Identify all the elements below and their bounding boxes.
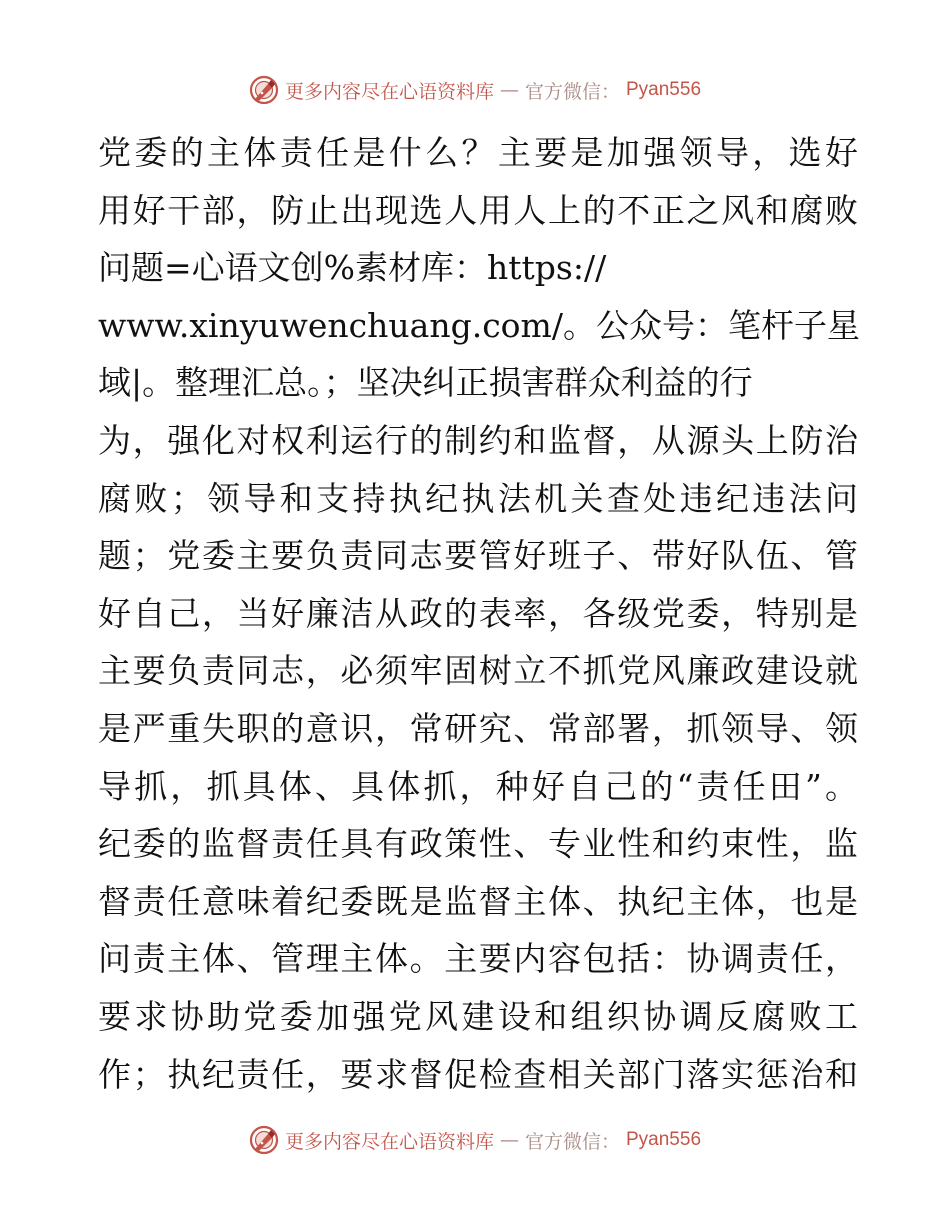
pen-nib-logo-icon [249,75,279,105]
banner-wechat-id: Pyan556 [626,1129,702,1150]
banner-official-label: 官方微信： [524,1130,620,1153]
text-line: 主要负责同志，必须牢固树立不抓党风廉政建设就 [98,651,858,691]
document-body [98,124,858,1103]
banner-brand-text: 更多内容尽在心语资料库 [284,1130,494,1153]
text-line: 作；执纪责任，要求督促检查相关部门落实惩治和 [98,1054,858,1094]
header-banner [0,68,950,112]
footer-banner [0,1118,950,1162]
footer-banner-content [249,1125,701,1155]
text-line: 好自己，当好廉洁从政的表率，各级党委，特别是 [98,593,858,633]
text-line: 问责主体、管理主体。主要内容包括：协调责任， [98,939,858,979]
text-line: www.xinyuwenchuang.com/。公众号：笔杆子星 [98,305,860,345]
text-line: 党委的主体责任是什么？主要是加强领导，选好 [98,133,858,172]
text-line: 导抓，抓具体、具体抓，种好自己的“责任田”。 [98,766,858,806]
text-line: 要求协助党委加强党风建设和组织协调反腐败工 [98,996,858,1036]
text-line: 为，强化对权利运行的制约和监督，从源头上防治 [98,420,858,460]
text-line: 题；党委主要负责同志要管好班子、带好队伍、管 [98,536,858,576]
text-line: 用好干部，防止出现选人用人上的不正之风和腐败 [98,190,858,230]
pen-nib-logo-icon [249,1125,279,1155]
banner-dash: — [499,79,519,101]
banner-brand-text: 更多内容尽在心语资料库 [284,80,494,103]
banner-official-label: 官方微信： [524,80,620,103]
text-line: 腐败；领导和支持执纪执法机关查处违纪违法问 [98,478,858,518]
text-line: 督责任意味着纪委既是监督主体、执纪主体，也是 [98,881,858,921]
banner-wechat-id: Pyan556 [626,79,702,100]
text-line: 是严重失职的意识，常研究、常部署，抓领导、领 [98,708,858,748]
text-line: 问题=心语文创%素材库：https:// [98,248,607,288]
banner-dash: — [499,1129,519,1151]
text-line: 域|。整理汇总。；坚决纠正损害群众利益的行 [98,363,753,403]
text-line: 纪委的监督责任具有政策性、专业性和约束性，监 [98,824,858,864]
header-banner-content [249,75,701,105]
